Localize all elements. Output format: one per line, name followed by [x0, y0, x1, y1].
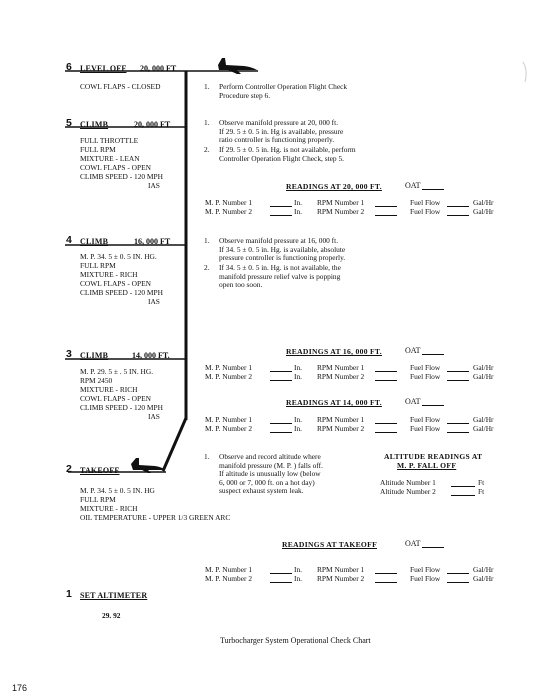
readings-14000-heading: READINGS AT 14, 000 FT.: [286, 398, 382, 407]
readings-14000-oat: OAT: [405, 397, 444, 406]
step-6-title: LEVEL OFF: [80, 64, 127, 73]
step-5-number: 5: [66, 117, 72, 129]
step-1-number: 1: [66, 588, 72, 600]
step-2-conditions: M. P. 34. 5 ± 0. 5 IN. HG FULL RPM MIXTURE - RICH OIL TEMPERATURE - UPPER 1/3 GREEN ARC: [80, 486, 231, 522]
airplane-takeoff-icon: [131, 458, 165, 473]
step-4-altitude: 16, 000 FT: [134, 237, 171, 246]
altitude-readings-heading-2: M. P. FALL OFF: [397, 461, 457, 470]
step-6-number: 6: [66, 61, 72, 73]
readings-20000-heading: READINGS AT 20, 000 FT.: [286, 182, 382, 191]
readings-20000-oat: OAT: [405, 181, 444, 190]
step-3-altitude: 14, 000 FT.: [132, 351, 170, 360]
step-2-number: 2: [66, 463, 72, 475]
readings-16000-oat: OAT: [405, 346, 444, 355]
readings-16000-heading: READINGS AT 16, 000 FT.: [286, 347, 382, 356]
step-5-altitude: 20, 000 FT: [134, 120, 171, 129]
step-2-title: TAKEOFF: [80, 466, 120, 475]
chart-caption: Turbocharger System Operational Check Chart: [220, 636, 371, 645]
step-4-title: CLIMB: [80, 237, 109, 246]
readings-takeoff-oat: OAT: [405, 539, 444, 548]
takeoff-climb-line: [163, 418, 186, 471]
step-4-number: 4: [66, 234, 72, 246]
step-3-number: 3: [66, 348, 72, 360]
step-5-title: CLIMB: [80, 120, 109, 129]
step-1-title: SET ALTIMETER: [80, 591, 148, 600]
step-3-title: CLIMB: [80, 351, 109, 360]
step-4-conditions: M. P. 34. 5 ± 0. 5 IN. HG. FULL RPM MIXTURE - RICH COWL FLAPS - OPEN CLIMB SPEED - 120 MPH IAS: [80, 252, 163, 306]
page-number: 176: [12, 683, 28, 693]
readings-takeoff-heading: READINGS AT TAKEOFF: [282, 540, 378, 549]
step-6-altitude: 20, 000 FT: [140, 64, 177, 73]
altitude-readings-heading-1: ALTITUDE READINGS AT: [384, 452, 483, 461]
step-1-value: 29. 92: [102, 611, 121, 620]
step-5-conditions: FULL THROTTLE FULL RPM MIXTURE - LEAN COWL FLAPS - OPEN CLIMB SPEED - 120 MPH IAS: [80, 136, 163, 190]
step-6-conditions: COWL FLAPS - CLOSED: [80, 82, 161, 91]
step-3-conditions: M. P. 29. 5 ± . 5 IN. HG. RPM 2450 MIXTURE - RICH COWL FLAPS - OPEN CLIMB SPEED - 120 MPH IAS: [80, 367, 163, 421]
